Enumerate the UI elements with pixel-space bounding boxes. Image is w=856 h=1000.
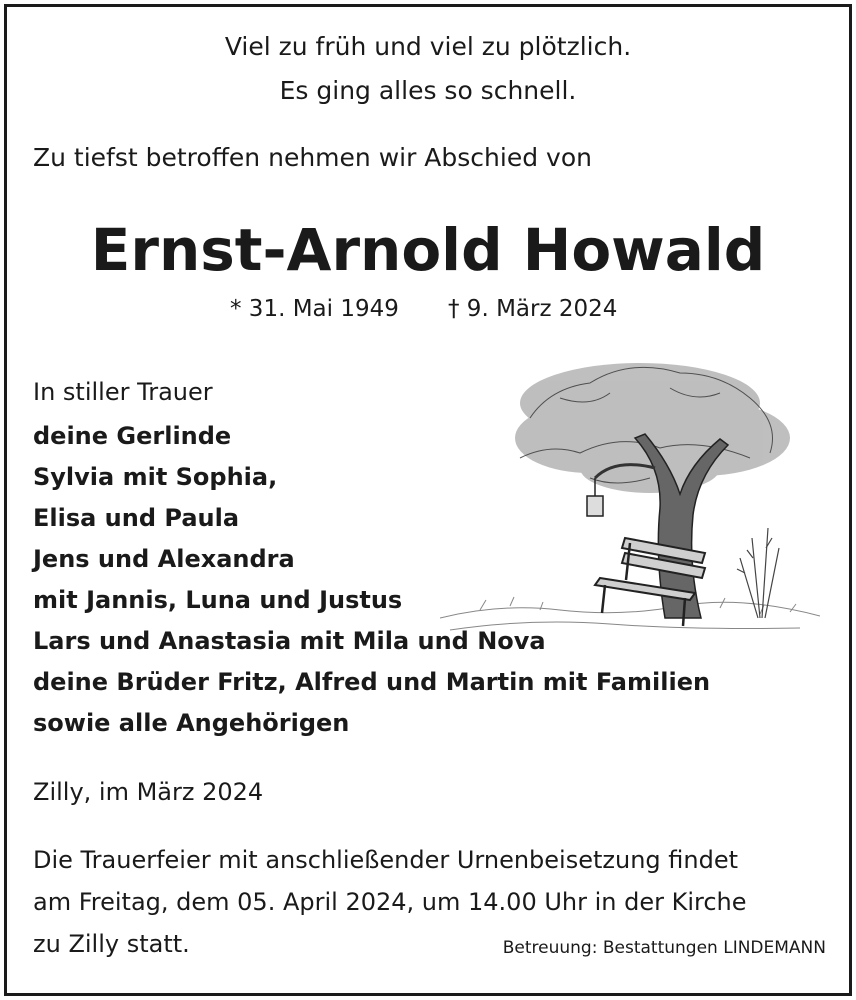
mourner-line: Jens und Alexandra (33, 545, 295, 573)
funeral-home-credit: Betreuung: Bestattungen LINDEMANN (502, 938, 826, 958)
mourner-line: mit Jannis, Luna und Justus (33, 586, 403, 614)
mourner-line: deine Gerlinde (33, 422, 232, 450)
mourner-line: deine Brüder Fritz, Alfred und Martin mit Familien (33, 668, 711, 696)
intro-text: Zu tiefst betroffen nehmen wir Abschied von (33, 143, 592, 172)
mourners-intro: In stiller Trauer (33, 378, 213, 406)
mourner-line: sowie alle Angehörigen (33, 709, 350, 737)
deceased-name: Ernst-Arnold Howald (90, 216, 766, 284)
place-date: Zilly, im März 2024 (33, 778, 264, 806)
ceremony-line: Die Trauerfeier mit anschließender Urnenbeisetzung findet (33, 846, 739, 874)
ceremony-line: zu Zilly statt. (33, 930, 190, 958)
death-date: † 9. März 2024 (448, 296, 618, 322)
ceremony-line: am Freitag, dem 05. April 2024, um 14.00 Uhr in der Kirche (33, 888, 747, 916)
birth-date: * 31. Mai 1949 (230, 296, 399, 322)
motto-line-2: Es ging alles so schnell. (279, 76, 577, 105)
mourner-line: Elisa und Paula (33, 504, 240, 532)
motto-line-1: Viel zu früh und viel zu plötzlich. (224, 32, 632, 61)
tree-bench-illustration (440, 348, 820, 648)
mourner-line: Lars und Anastasia mit Mila und Nova (33, 627, 546, 655)
mourner-line: Sylvia mit Sophia, (33, 463, 278, 491)
